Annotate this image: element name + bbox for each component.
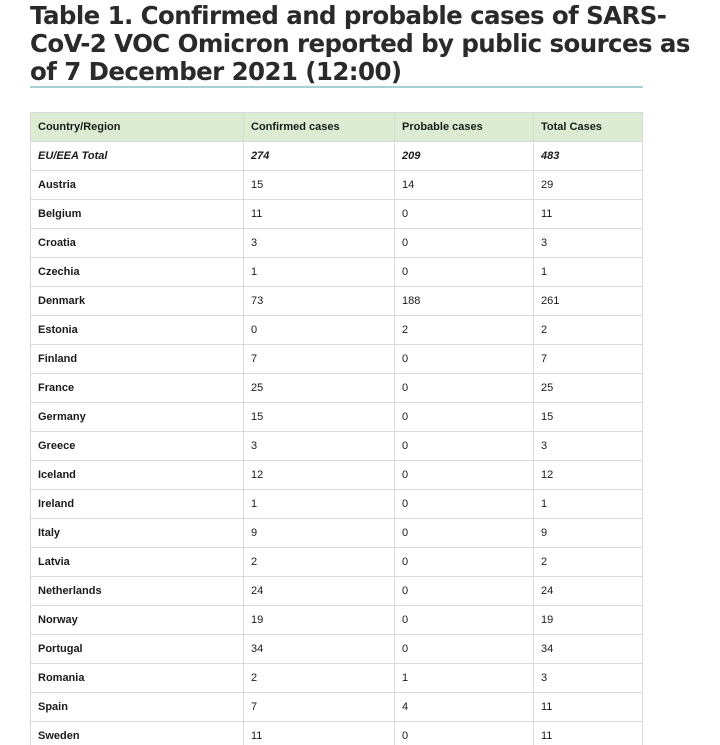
- table-row: [31, 171, 643, 200]
- total-confirmed: 274: [244, 142, 395, 171]
- country-cell: Norway: [31, 606, 244, 635]
- total-row: [31, 142, 643, 171]
- country-cell: Belgium: [31, 200, 244, 229]
- probable-cell: 0: [395, 374, 534, 403]
- table-row: [31, 229, 643, 258]
- probable-cell: 0: [395, 200, 534, 229]
- country-cell: Denmark: [31, 287, 244, 316]
- probable-cell: 0: [395, 722, 534, 745]
- page-title: Table 1. Confirmed and probable cases of SARS-CoV-2 VOC Omicron reported by public sources as of 7 December 2021 (12:00): [30, 1, 690, 86]
- total-cell: 11: [534, 693, 643, 722]
- probable-cell: 0: [395, 461, 534, 490]
- probable-cell: 0: [395, 548, 534, 577]
- confirmed-cell: 3: [244, 229, 395, 258]
- country-cell: Greece: [31, 432, 244, 461]
- country-cell: Estonia: [31, 316, 244, 345]
- country-cell: Spain: [31, 693, 244, 722]
- total-cell: 7: [534, 345, 643, 374]
- country-cell: Croatia: [31, 229, 244, 258]
- confirmed-cell: 25: [244, 374, 395, 403]
- confirmed-cell: 11: [244, 200, 395, 229]
- title-underline: [30, 86, 643, 88]
- table-row: [31, 432, 643, 461]
- confirmed-cell: 7: [244, 345, 395, 374]
- probable-cell: 0: [395, 229, 534, 258]
- total-cell: 3: [534, 432, 643, 461]
- confirmed-cell: 7: [244, 693, 395, 722]
- table-row: [31, 548, 643, 577]
- probable-cell: 1: [395, 664, 534, 693]
- confirmed-cell: 34: [244, 635, 395, 664]
- total-cell: 1: [534, 490, 643, 519]
- probable-cell: 0: [395, 577, 534, 606]
- confirmed-cell: 2: [244, 548, 395, 577]
- total-cell: 12: [534, 461, 643, 490]
- table-row: [31, 519, 643, 548]
- total-cell: 3: [534, 229, 643, 258]
- header-total-cases: Total Cases: [534, 113, 643, 142]
- cases-table: [30, 112, 643, 745]
- country-cell: Iceland: [31, 461, 244, 490]
- confirmed-cell: 11: [244, 722, 395, 745]
- country-cell: Finland: [31, 345, 244, 374]
- total-cell: 11: [534, 200, 643, 229]
- header-probable-cases: Probable cases: [395, 113, 534, 142]
- total-cell: 15: [534, 403, 643, 432]
- table-row: [31, 722, 643, 745]
- total-cell: 2: [534, 316, 643, 345]
- confirmed-cell: 0: [244, 316, 395, 345]
- country-cell: France: [31, 374, 244, 403]
- total-cell: 24: [534, 577, 643, 606]
- total-cell: 19: [534, 606, 643, 635]
- total-probable: 209: [395, 142, 534, 171]
- country-cell: Austria: [31, 171, 244, 200]
- probable-cell: 0: [395, 519, 534, 548]
- table-row: [31, 461, 643, 490]
- probable-cell: 4: [395, 693, 534, 722]
- table-header-row: [31, 113, 643, 142]
- total-cell: 2: [534, 548, 643, 577]
- country-cell: Romania: [31, 664, 244, 693]
- probable-cell: 188: [395, 287, 534, 316]
- probable-cell: 0: [395, 635, 534, 664]
- total-cell: 11: [534, 722, 643, 745]
- confirmed-cell: 9: [244, 519, 395, 548]
- country-cell: Sweden: [31, 722, 244, 745]
- confirmed-cell: 12: [244, 461, 395, 490]
- table-row: [31, 258, 643, 287]
- table-row: [31, 374, 643, 403]
- table-row: [31, 287, 643, 316]
- header-confirmed-cases: Confirmed cases: [244, 113, 395, 142]
- confirmed-cell: 2: [244, 664, 395, 693]
- table-row: [31, 403, 643, 432]
- confirmed-cell: 3: [244, 432, 395, 461]
- table-row: [31, 664, 643, 693]
- confirmed-cell: 15: [244, 403, 395, 432]
- probable-cell: 0: [395, 490, 534, 519]
- total-cell: 34: [534, 635, 643, 664]
- total-cell: 1: [534, 258, 643, 287]
- table-row: [31, 693, 643, 722]
- table-row: [31, 577, 643, 606]
- confirmed-cell: 24: [244, 577, 395, 606]
- table-row: [31, 606, 643, 635]
- country-cell: Netherlands: [31, 577, 244, 606]
- table-row: [31, 316, 643, 345]
- confirmed-cell: 19: [244, 606, 395, 635]
- probable-cell: 0: [395, 345, 534, 374]
- table-row: [31, 490, 643, 519]
- total-cell: 3: [534, 664, 643, 693]
- probable-cell: 0: [395, 258, 534, 287]
- total-label: EU/EEA Total: [31, 142, 244, 171]
- country-cell: Latvia: [31, 548, 244, 577]
- country-cell: Czechia: [31, 258, 244, 287]
- table-row: [31, 635, 643, 664]
- total-cell: 25: [534, 374, 643, 403]
- country-cell: Ireland: [31, 490, 244, 519]
- confirmed-cell: 1: [244, 258, 395, 287]
- probable-cell: 0: [395, 432, 534, 461]
- total-cell: 29: [534, 171, 643, 200]
- probable-cell: 0: [395, 606, 534, 635]
- table-row: [31, 345, 643, 374]
- confirmed-cell: 73: [244, 287, 395, 316]
- country-cell: Portugal: [31, 635, 244, 664]
- header-country-region: Country/Region: [31, 113, 244, 142]
- table-row: [31, 200, 643, 229]
- total-cell: 261: [534, 287, 643, 316]
- country-cell: Italy: [31, 519, 244, 548]
- total-cases: 483: [534, 142, 643, 171]
- probable-cell: 0: [395, 403, 534, 432]
- total-cell: 9: [534, 519, 643, 548]
- country-cell: Germany: [31, 403, 244, 432]
- confirmed-cell: 15: [244, 171, 395, 200]
- probable-cell: 2: [395, 316, 534, 345]
- confirmed-cell: 1: [244, 490, 395, 519]
- probable-cell: 14: [395, 171, 534, 200]
